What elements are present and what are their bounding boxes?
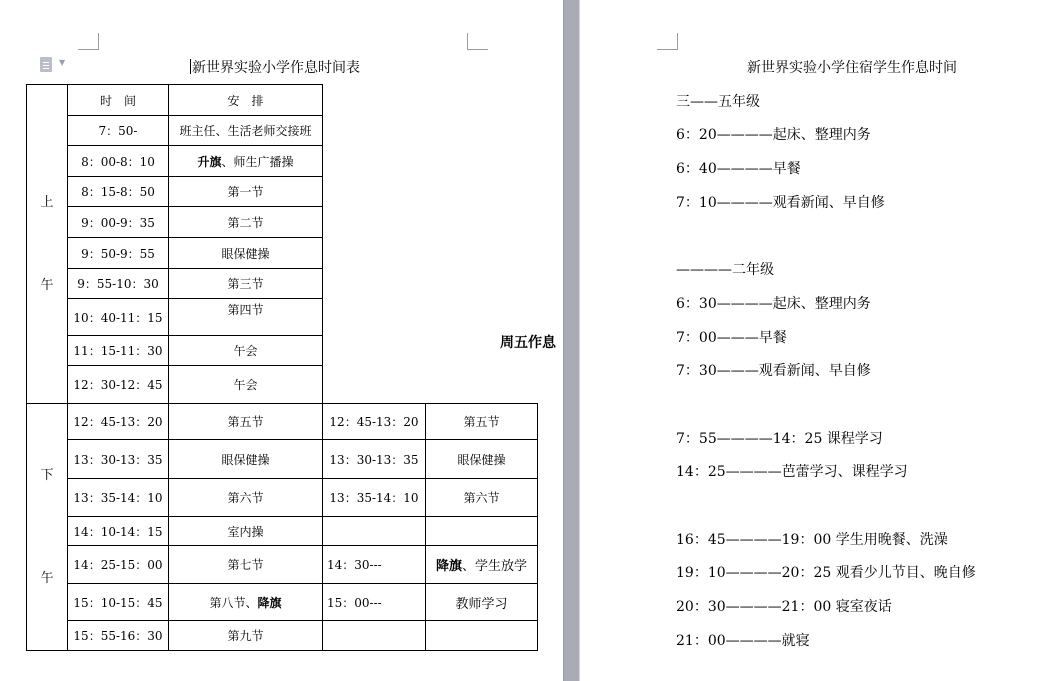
arrange-cell: 第五节 [169, 404, 323, 440]
arrange-cell: 第四节 [169, 299, 323, 336]
table-row [27, 207, 538, 238]
chevron-down-icon[interactable]: ▼ [59, 58, 66, 67]
table-row [27, 404, 538, 440]
arrange-cell: 第一节 [169, 177, 323, 207]
schedule-line: 16：45————19：00 学生用晚餐、洗澡 [676, 532, 948, 548]
arrange-cell: 第六节 [169, 479, 323, 517]
schedule-line: 7：55————14：25 课程学习 [676, 431, 883, 447]
schedule-line: 6：20————起床、整理内务 [676, 127, 871, 143]
table-row [27, 440, 538, 479]
table-row [27, 517, 538, 546]
schedule-line: 19：10————20：25 观看少儿节目、晚自修 [676, 565, 976, 581]
page-title[interactable] [190, 57, 360, 77]
time-cell: 8：00-8：10 [68, 146, 169, 177]
friday-arrange-cell: 眼保健操 [426, 440, 538, 479]
margin-corner-mark [467, 33, 488, 50]
friday-arrange-cell: 第六节 [426, 479, 538, 517]
arrange-cell: 第七节 [169, 546, 323, 584]
time-cell: 9：00-9：35 [68, 207, 169, 238]
friday-time-cell: 15：00--- [323, 584, 426, 621]
schedule-line: 7：10————观看新闻、早自修 [676, 195, 885, 211]
page-title-text: 新世界实验小学作息时间表 [192, 60, 360, 76]
time-cell: 13：30-13：35 [68, 440, 169, 479]
schedule-line: 6：30————起床、整理内务 [676, 296, 871, 312]
morning-label: 上 午 [27, 85, 68, 404]
friday-time-cell: 12：45-13：20 [323, 404, 426, 440]
friday-time-cell [323, 621, 426, 651]
time-cell: 8：15-8：50 [68, 177, 169, 207]
margin-corner-mark [657, 33, 678, 50]
header-time: 时 间 [68, 85, 169, 116]
time-cell: 14：25-15：00 [68, 546, 169, 584]
table-header-row [27, 85, 538, 116]
friday-time-cell [323, 517, 426, 546]
schedule-line: 7：30———观看新闻、早自修 [676, 363, 871, 379]
friday-arrange-cell: 降旗、学生放学 [426, 546, 538, 584]
table-row [27, 146, 538, 177]
time-cell: 9：55-10：30 [68, 269, 169, 299]
time-cell: 15：10-15：45 [68, 584, 169, 621]
margin-corner-mark [78, 33, 99, 50]
time-cell: 9：50-9：55 [68, 238, 169, 269]
schedule-line: 20：30————21：00 寝室夜话 [676, 599, 892, 615]
arrange-cell: 眼保健操 [169, 238, 323, 269]
schedule-line: 14：25————芭蕾学习、课程学习 [676, 464, 908, 480]
table-row [27, 269, 538, 299]
schedule-line: 6：40————早餐 [676, 161, 801, 177]
arrange-cell: 第二节 [169, 207, 323, 238]
arrange-cell: 午会 [169, 336, 323, 366]
table-row [27, 584, 538, 621]
table-row [27, 546, 538, 584]
arrange-cell: 眼保健操 [169, 440, 323, 479]
schedule-line: 三——五年级 [676, 94, 760, 110]
schedule-line: 7：00———早餐 [676, 330, 787, 346]
friday-time-cell: 14：30--- [323, 546, 426, 584]
friday-arrange-cell [426, 621, 538, 651]
time-cell: 12：30-12：45 [68, 366, 169, 404]
time-cell: 12：45-13：20 [68, 404, 169, 440]
time-cell: 13：35-14：10 [68, 479, 169, 517]
text-cursor [190, 59, 191, 74]
friday-time-cell: 13：35-14：10 [323, 479, 426, 517]
arrange-cell: 班主任、生活老师交接班 [169, 116, 323, 146]
time-cell: 7：50- [68, 116, 169, 146]
right-page-title[interactable]: 新世界实验小学住宿学生作息时间 [747, 60, 957, 76]
time-cell: 15：55-16：30 [68, 621, 169, 651]
arrange-cell: 升旗、师生广播操 [169, 146, 323, 177]
table-row [27, 177, 538, 207]
arrange-cell: 第八节、降旗 [169, 584, 323, 621]
friday-schedule-label: 周五作息 [500, 335, 556, 351]
friday-arrange-cell: 第五节 [426, 404, 538, 440]
afternoon-label: 下 午 [27, 404, 68, 651]
page-gutter [563, 0, 580, 681]
document-icon[interactable] [40, 57, 52, 72]
table-row [27, 621, 538, 651]
time-cell: 14：10-14：15 [68, 517, 169, 546]
schedule-line: 21：00————就寝 [676, 633, 810, 649]
schedule-table [26, 84, 538, 651]
arrange-cell: 室内操 [169, 517, 323, 546]
friday-arrange-cell [426, 517, 538, 546]
arrange-cell: 午会 [169, 366, 323, 404]
right-page [580, 0, 1043, 681]
table-row [27, 479, 538, 517]
header-arrange: 安 排 [169, 85, 323, 116]
friday-time-cell: 13：30-13：35 [323, 440, 426, 479]
table-row [27, 116, 538, 146]
arrange-cell: 第三节 [169, 269, 323, 299]
friday-arrange-cell: 教师学习 [426, 584, 538, 621]
table-row [27, 299, 538, 336]
table-row [27, 336, 538, 366]
table-row [27, 238, 538, 269]
time-cell: 11：15-11：30 [68, 336, 169, 366]
table-row [27, 366, 538, 404]
arrange-cell: 第九节 [169, 621, 323, 651]
schedule-line: ————二年级 [676, 262, 774, 278]
time-cell: 10：40-11：15 [68, 299, 169, 336]
